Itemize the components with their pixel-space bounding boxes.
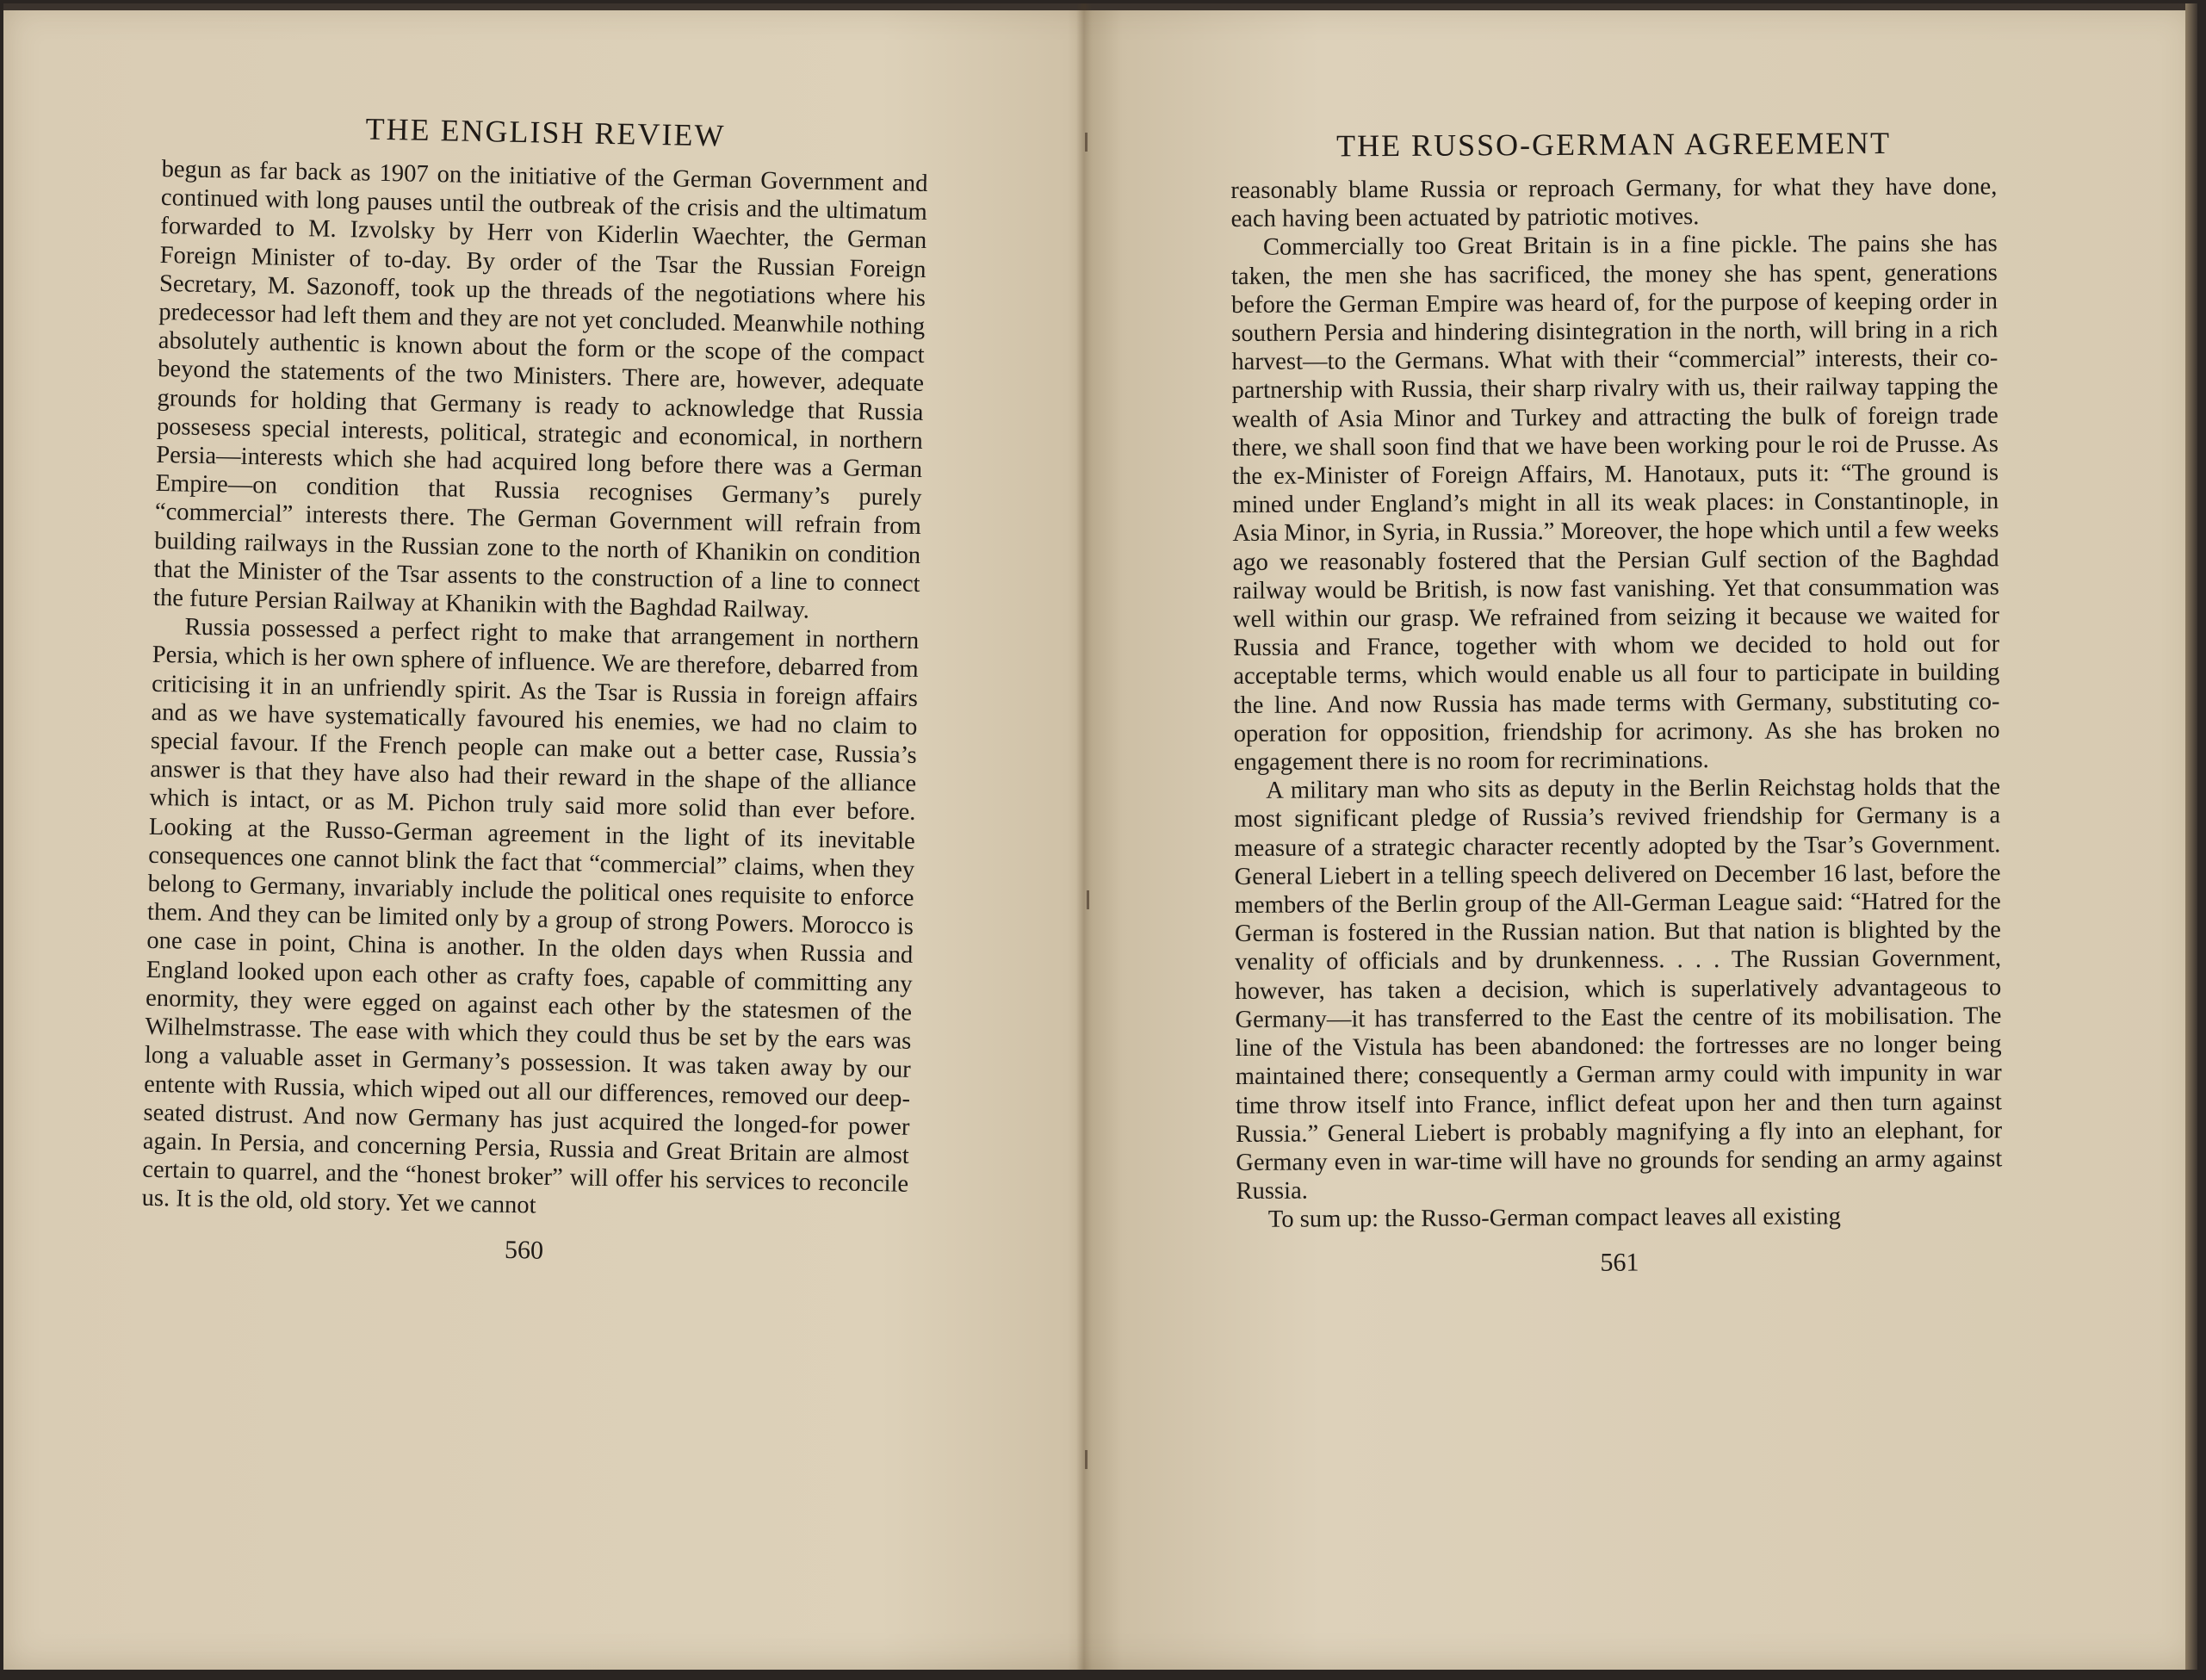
top-edge [3, 3, 2197, 10]
gutter-mark [1085, 133, 1088, 152]
book-gutter [1076, 3, 1092, 1670]
right-body-text [1230, 172, 2002, 1234]
left-page [140, 107, 928, 1272]
right-edge [2185, 3, 2197, 1670]
gutter-mark [1087, 890, 1089, 909]
gutter-mark [1085, 1450, 1088, 1469]
right-page [1230, 124, 2003, 1279]
left-paragraph-1: begun as far back as 1907 on the initiative of the German Government and continued with long pauses until the outbreak of the crisis and the ultimatum forwarded to M. Izvolsky by Herr von Kiderlin Waechter, the German Foreign Minister of to-day. By order of the Tsar the Russian Foreign Secretary, M. Sazonoff, took up the threads of the negotiations where his predecessor had left them and they are not yet concluded. Meanwhile nothing absolutely authentic is known about the form or the scope of the compact beyond the statements of the two Ministers. There are, however, adequate grounds for holding that Germany is ready to acknowledge that Russia possesess special interests, political, strategic and economical, in northern Persia—interests which she had acquired long before there was a German Empire—on condition that Russia recognises Germany’s purely “commercial” interests there. The German Government will refrain from building railways in the Russian zone to the north of Khanikin on condition that the Minister of the Tsar assents to the construction of a line to connect the future Persian Railway at Khanikin with the Baghdad Railway. [152, 155, 928, 624]
right-running-head: THE RUSSO-GERMAN AGREEMENT [1335, 125, 1892, 164]
left-page-number: 560 [504, 1235, 544, 1265]
book-spread [3, 3, 2197, 1670]
left-paragraph-2: Russia possessed a perfect right to make that arrangement in northern Persia, which is her own sphere of influence. We are therefore, debarred from criticising it in an unfriendly spirit. As the Tsar is Russia in foreign affairs and as we have systematically favoured his enemies, we had no claim to special favour. If the French people can make out a better case, Russia’s answer is that they have also had their reward in the shape of the alliance which is intact, or as M. Pichon truly said more solid than ever before. Looking at the Russo-German agreement in the light of its inevitable consequences one cannot blink the fact that “commercial” claims, when they belong to Germany, invariably include the political ones requisite to enforce them. And they can be limited only by a group of strong Powers. Morocco is one case in point, China is another. In the olden days when Russia and England looked upon each other as crafty foes, capable of committing any enormity, they were egged on against each other by the statesmen of the Wilhelmstrasse. The ease with which they could thus be set by the ears was long a valuable asset in Germany’s possession. It was taken away by our entente with Russia, which wiped out all our differences, removed our deep-seated distrust. And now Germany has just acquired the longed-for power again. In Persia, and concerning Persia, Russia and Great Britain are almost certain to quarrel, and the “honest broker” will offer his services to reconcile us. It is the old, old story. Yet we cannot [141, 613, 920, 1219]
left-running-head: THE ENGLISH REVIEW [365, 111, 726, 153]
right-paragraph-4: To sum up: the Russo-German compact leaves all existing [1267, 1203, 1841, 1234]
right-paragraph-1: reasonably blame Russia or reproach Germany, for what they have done, each having been actuated by patriotic motives. [1230, 173, 1998, 233]
right-paragraph-3: A military man who sits as deputy in the Berlin Reichstag holds that the most significant pledge of Russia’s revived friendship for Germany is a measure of a strategic character recently adopted by the Tsar’s Government. General Liebert in a telling speech delivered on December 16 last, before the members of the Berlin group of the All-German League said: “Hatred for the German is fostered in the Russian nation. But that nation is blighted by the venality of officials and by drunkenness. . . . The Russian Government, however, has taken a decision, which is superlatively advantageous to Germany—it has transferred to the East the centre of its mobilisation. The line of the Vistula has been abandoned: the fortresses are no longer being maintained there; consequently a German army could with impunity in war time throw itself into France, inflict defeat upon her and then turn against Russia.” General Liebert is probably magnifying a fly into an elephant, for Germany even in war-time will have no grounds for sending an army against Russia. [1234, 773, 2003, 1206]
right-page-number: 561 [1600, 1248, 1639, 1277]
right-paragraph-2: Commercially too Great Britain is in a fine pickle. The pains she has taken, the men she has sacrificed, the money she has spent, generations before the German Empire was heard of, for the purpose of keeping order in southern Persia and hindering disintegration in the north, will bring in a rich harvest—to the Germans. What with their “commercial” interests, their co-partnership with Russia, their sharp rivalry with us, their railway tapping the wealth of Asia Minor and Turkey and attracting the bulk of foreign trade there, we shall soon find that we have been working pour le roi de Prusse. As the ex-Minister of Foreign Affairs, M. Hanotaux, puts it: “The ground is mined under England’s might in all its weak places: in Constantinople, in Asia Minor, in Syria, in Russia.” Moreover, the hope which until a few weeks ago we reasonably fostered that the Persian Gulf section of the Baghdad railway would be British, is now fast vanishing. Yet that consummation was well within our grasp. We refrained from seizing it because we waited for Russia and France, together with whom we decided to hold out for acceptable terms, which would enable us all four to participate in building the line. And now Russia has made terms with Germany, substituting co-operation for opposition, friendship for acrimony. As she has broken no engagement there is no room for recriminations. [1230, 230, 2000, 777]
left-body-text [141, 155, 927, 1227]
